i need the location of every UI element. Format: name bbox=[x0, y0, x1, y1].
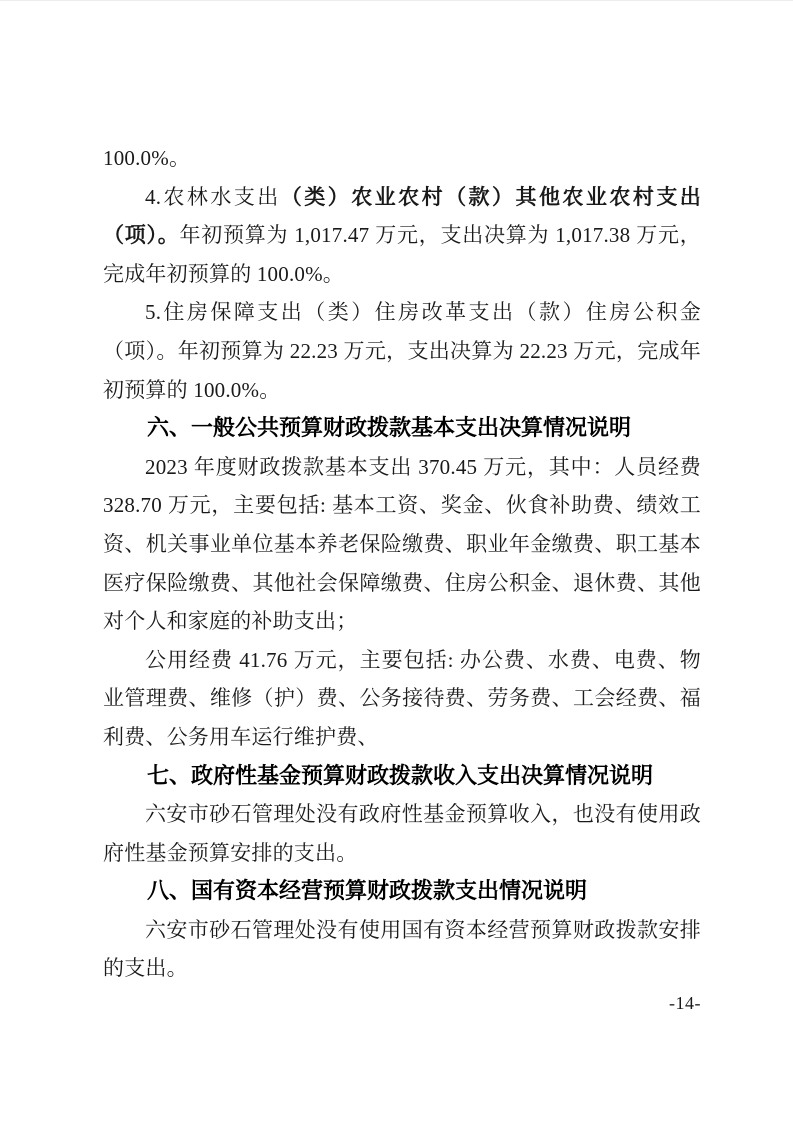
paragraph-continuation: 100.0%。 bbox=[103, 146, 191, 170]
item4-prefix-text: 4.农林水支出 bbox=[145, 184, 281, 209]
paragraph-personnel-funds: 2023 年度财政拨款基本支出 370.45 万元，其中：人员经费 328.70 万元，主要包括: 基本工资、奖金、伙食补助费、绩效工资、机关事业单位基本养老保险缴费、职业年金缴费、职工基本医疗保险缴费、其他社会保障缴费、住房公积金、退休费、其他对个人和家庭的补助支出； bbox=[103, 454, 701, 634]
paragraph-item4-agriculture bbox=[103, 178, 701, 294]
section-heading-7-government-fund: 七、政府性基金预算财政拨款收入支出决算情况说明 bbox=[147, 762, 654, 788]
paragraph-public-funds: 公用经费 41.76 万元，主要包括: 办公费、水费、电费、物业管理费、维修（护）费、公务接待费、劳务费、工会经费、福利费、公务用车运行维护费、 bbox=[103, 647, 701, 749]
item4-classification-text: （类）农业农村（款）其他农业农村支出（项）。 bbox=[103, 184, 701, 248]
paragraph-government-fund: 六安市砂石管理处没有政府性基金预算收入，也没有使用政府性基金预算安排的支出。 bbox=[103, 802, 701, 865]
paragraph-state-capital: 六安市砂石管理处没有使用国有资本经营预算财政拨款安排的支出。 bbox=[103, 917, 701, 981]
section-heading-8-state-capital: 八、国有资本经营预算财政拨款支出情况说明 bbox=[147, 878, 588, 904]
page-body bbox=[103, 139, 701, 988]
page-number: -14- bbox=[669, 993, 701, 1013]
paragraph-item5-housing: 5.住房保障支出（类）住房改革支出（款）住房公积金（项）。年初预算为 22.23 万元，支出决算为 22.23 万元，完成年初预算的 100.0%。 bbox=[103, 300, 701, 402]
section-heading-6-basic-expenditure: 六、一般公共预算财政拨款基本支出决算情况说明 bbox=[147, 415, 632, 441]
item4-budget-detail-text: 年初预算为 1,017.47 万元，支出决算为 1,017.38 万元，完成年初预算的 100.0%。 bbox=[103, 223, 701, 286]
